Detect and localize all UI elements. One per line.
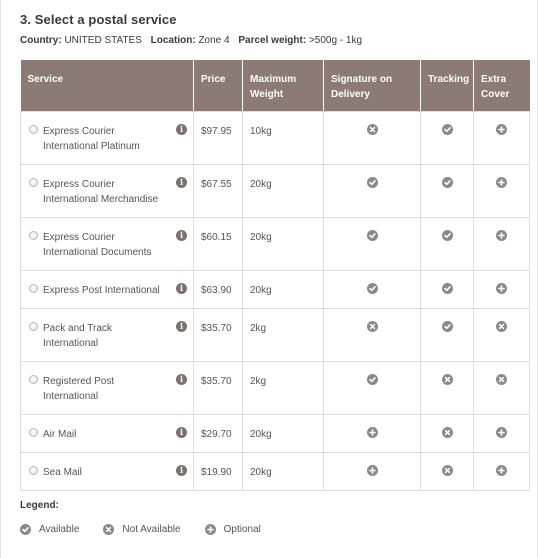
- plus-circle-icon: [496, 177, 507, 188]
- extra-cover-cell: [474, 414, 530, 452]
- extra-cover-cell: [474, 452, 530, 490]
- plus-circle-icon: [367, 465, 378, 476]
- legend: [20, 524, 285, 535]
- table-row[interactable]: [21, 308, 530, 361]
- extra-cover-cell: [474, 308, 530, 361]
- extra-cover-cell: [474, 361, 530, 414]
- service-cell: [21, 452, 194, 490]
- country-value: UNITED STATES: [64, 35, 142, 46]
- legend-optional: [205, 524, 261, 535]
- service-name-line1: Pack and Track: [43, 322, 112, 334]
- tracking-cell: [421, 111, 474, 164]
- price-cell: $63.90: [194, 270, 243, 308]
- check-circle-icon: [367, 283, 378, 294]
- plus-circle-icon: [496, 427, 507, 438]
- signature-cell: [324, 217, 421, 270]
- service-radio[interactable]: [29, 466, 38, 475]
- tracking-cell: [421, 452, 474, 490]
- x-circle-icon: [496, 321, 507, 332]
- header-service: Service: [21, 60, 194, 111]
- plus-circle-icon: [205, 524, 216, 535]
- table-row[interactable]: [21, 164, 530, 217]
- location-value: Zone 4: [198, 35, 230, 46]
- tracking-cell: [421, 414, 474, 452]
- legend-title: Legend:: [20, 500, 59, 511]
- info-icon[interactable]: i: [176, 321, 187, 332]
- parcel-weight-value: >500g - 1kg: [308, 35, 363, 46]
- table-row[interactable]: [21, 111, 530, 164]
- extra-cover-cell: [474, 270, 530, 308]
- max-weight-cell: 20kg: [243, 217, 324, 270]
- check-circle-icon: [367, 230, 378, 241]
- tracking-cell: [421, 361, 474, 414]
- info-icon[interactable]: i: [176, 230, 187, 241]
- plus-circle-icon: [496, 230, 507, 241]
- service-name-line1: Sea Mail: [43, 466, 82, 478]
- service-name-line1: Air Mail: [43, 428, 77, 440]
- signature-cell: [324, 452, 421, 490]
- service-name-line2: International: [43, 337, 99, 349]
- header-max-weight: Maximum Weight: [243, 60, 324, 111]
- service-radio[interactable]: [29, 125, 38, 134]
- service-name-line2: International Merchandise: [43, 193, 159, 205]
- legend-available-label: Available: [39, 524, 80, 535]
- info-icon[interactable]: i: [176, 124, 187, 135]
- check-circle-icon: [442, 177, 453, 188]
- table-row[interactable]: [21, 270, 530, 308]
- max-weight-cell: 20kg: [243, 414, 324, 452]
- service-cell: [21, 414, 194, 452]
- legend-not-available: [103, 524, 180, 535]
- tracking-cell: [421, 270, 474, 308]
- location-label: Location:: [150, 35, 196, 46]
- tracking-cell: [421, 164, 474, 217]
- table-row[interactable]: [21, 217, 530, 270]
- max-weight-cell: 10kg: [243, 111, 324, 164]
- legend-available: [20, 524, 79, 535]
- postal-services-table: [20, 60, 530, 491]
- service-cell: [21, 111, 194, 164]
- table-row[interactable]: [21, 414, 530, 452]
- service-radio[interactable]: [29, 428, 38, 437]
- service-radio[interactable]: [29, 322, 38, 331]
- service-cell: [21, 164, 194, 217]
- table-header-row: [21, 60, 530, 111]
- service-name-line1: Express Courier: [43, 125, 115, 137]
- extra-cover-cell: [474, 164, 530, 217]
- info-icon[interactable]: i: [176, 465, 187, 476]
- info-icon[interactable]: i: [176, 283, 187, 294]
- info-icon[interactable]: i: [176, 427, 187, 438]
- plus-circle-icon: [367, 427, 378, 438]
- service-cell: [21, 308, 194, 361]
- price-cell: $19.90: [194, 452, 243, 490]
- country-label: Country:: [20, 35, 62, 46]
- max-weight-cell: 2kg: [243, 308, 324, 361]
- service-radio[interactable]: [29, 375, 38, 384]
- x-circle-icon: [103, 524, 114, 535]
- service-name-line2: International Documents: [43, 246, 152, 258]
- header-price: Price: [194, 60, 243, 111]
- check-circle-icon: [442, 283, 453, 294]
- max-weight-cell: 20kg: [243, 452, 324, 490]
- service-radio[interactable]: [29, 231, 38, 240]
- service-name-line2: International: [43, 390, 99, 402]
- service-name-line1: Express Courier: [43, 231, 115, 243]
- price-cell: $97.95: [194, 111, 243, 164]
- check-circle-icon: [442, 321, 453, 332]
- service-name-line1: Registered Post: [43, 375, 115, 387]
- parcel-weight-label: Parcel weight:: [238, 35, 307, 46]
- signature-cell: [324, 111, 421, 164]
- header-extra-cover: Extra Cover: [474, 60, 530, 111]
- check-circle-icon: [442, 230, 453, 241]
- price-cell: $35.70: [194, 308, 243, 361]
- service-radio[interactable]: [29, 178, 38, 187]
- x-circle-icon: [442, 465, 453, 476]
- info-icon[interactable]: i: [176, 177, 187, 188]
- service-cell: [21, 270, 194, 308]
- tracking-cell: [421, 308, 474, 361]
- service-name-line1: Express Courier: [43, 178, 115, 190]
- x-circle-icon: [442, 427, 453, 438]
- plus-circle-icon: [496, 283, 507, 294]
- x-circle-icon: [496, 374, 507, 385]
- price-cell: $60.15: [194, 217, 243, 270]
- max-weight-cell: 20kg: [243, 270, 324, 308]
- header-tracking: Tracking: [421, 60, 474, 111]
- extra-cover-cell: [474, 217, 530, 270]
- table-row[interactable]: [21, 452, 530, 490]
- check-circle-icon: [367, 374, 378, 385]
- service-radio[interactable]: [29, 284, 38, 293]
- check-circle-icon: [367, 177, 378, 188]
- service-cell: [21, 361, 194, 414]
- service-cell: [21, 217, 194, 270]
- legend-optional-label: Optional: [223, 524, 261, 535]
- shipment-summary: [20, 35, 362, 46]
- table-row[interactable]: [21, 361, 530, 414]
- legend-not-available-label: Not Available: [122, 524, 181, 535]
- x-circle-icon: [442, 374, 453, 385]
- tracking-cell: [421, 217, 474, 270]
- signature-cell: [324, 308, 421, 361]
- header-signature: Signature on Delivery: [324, 60, 421, 111]
- extra-cover-cell: [474, 111, 530, 164]
- plus-circle-icon: [496, 124, 507, 135]
- check-circle-icon: [20, 524, 31, 535]
- price-cell: $35.70: [194, 361, 243, 414]
- service-name-line2: International Platinum: [43, 140, 140, 152]
- section-title: 3. Select a postal service: [20, 12, 177, 27]
- signature-cell: [324, 270, 421, 308]
- signature-cell: [324, 414, 421, 452]
- plus-circle-icon: [496, 465, 507, 476]
- signature-cell: [324, 361, 421, 414]
- check-circle-icon: [442, 124, 453, 135]
- service-name-line1: Express Post International: [43, 284, 160, 296]
- price-cell: $29.70: [194, 414, 243, 452]
- max-weight-cell: 2kg: [243, 361, 324, 414]
- price-cell: $67.55: [194, 164, 243, 217]
- x-circle-icon: [367, 321, 378, 332]
- max-weight-cell: 20kg: [243, 164, 324, 217]
- info-icon[interactable]: i: [176, 374, 187, 385]
- x-circle-icon: [367, 124, 378, 135]
- signature-cell: [324, 164, 421, 217]
